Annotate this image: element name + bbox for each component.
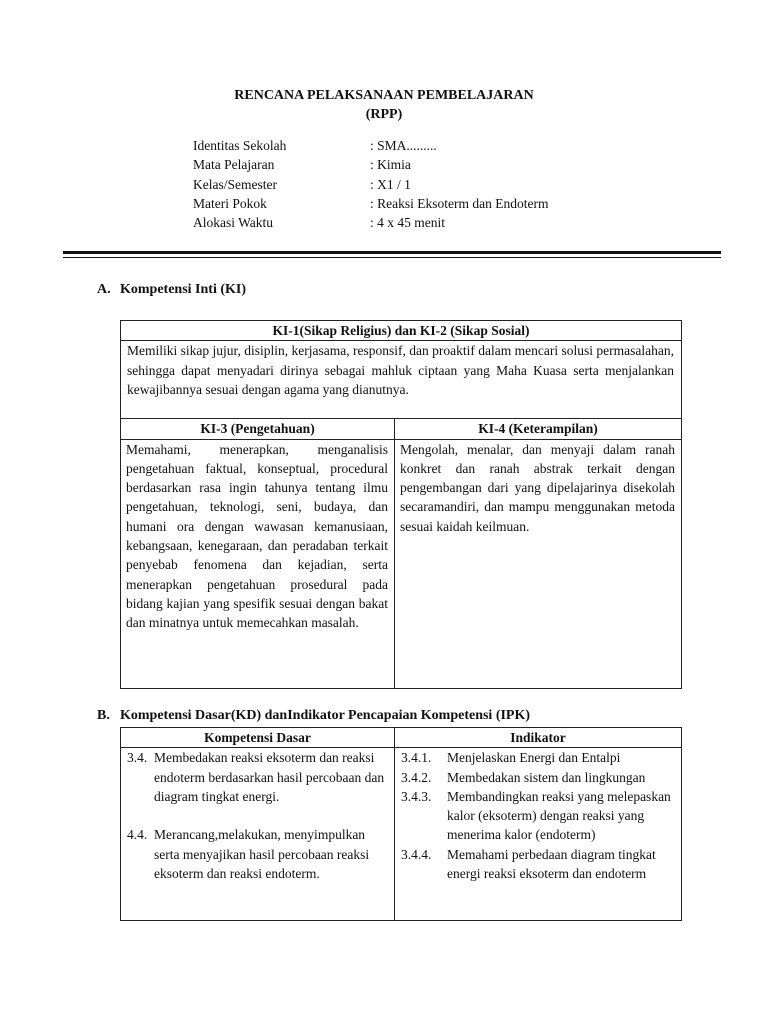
indicator-item (401, 787, 676, 845)
indicator-number: 3.4.4. (401, 846, 432, 862)
divider-thick (63, 251, 721, 254)
kd-text: Merancang,melakukan, menyimpulkan serta menyajikan hasil percobaan reaksi eksoterm dan reaksi endoterm. (154, 827, 370, 882)
section-title: Kompetensi Inti (KI) (120, 282, 246, 297)
document-title: RENCANA PELAKSANAAN PEMBELAJARAN (234, 88, 534, 103)
section-letter: A. (97, 282, 111, 297)
kd-item (127, 748, 389, 806)
indicator-item (401, 748, 676, 767)
identity-row-topic (193, 194, 653, 213)
kd-text: Membedakan reaksi eksoterm dan reaksi endoterm berdasarkan hasil percobaan dan diagram tingkat energi. (154, 750, 385, 804)
identity-value: : Reaksi Eksoterm dan Endoterm (370, 195, 549, 211)
identity-value: : X1 / 1 (370, 176, 411, 192)
indicator-column-header: Indikator (395, 728, 682, 748)
indicator-text: Memahami perbedaan diagram tingkat energi reaksi eksoterm dan endoterm (447, 846, 656, 882)
ki12-text: Memiliki sikap jujur, disiplin, kerjasama, responsif, dan proaktif dalam mencari solusi permasalahan, sehingga dapat menyadari dirinya sebagai mahluk ciptaan yang Maha Kuasa serta menjalankan kewajibannya sesuai dengan agama yang dianutnya. (121, 341, 682, 419)
indicator-text: Membedakan sistem dan lingkungan (447, 769, 646, 785)
ki3-text: Memahami, menerapkan, menganalisis pengetahuan faktual, konseptual, procedural berdasarkan rasa ingin tahunya tentang ilmu pengetahuan, teknologi, seni, budaya, dan humani ora dengan wawasan kemanusiaan, kebangsaan, kenegaraan, dan peradaban terkait penyebab fenomena dan kejadian, serta menerapkan pengetahuan prosedural pada bidang kajian yang spesifik sesuai dengan bakat dan minatnya untuk memecahkan masalah. (121, 439, 395, 688)
kd-item (127, 825, 389, 883)
indicator-cell (395, 748, 682, 921)
kd-number: 4.4. (127, 827, 148, 843)
identity-value: : SMA......... (370, 138, 437, 153)
section-letter: B. (97, 708, 110, 723)
document-subtitle: (RPP) (365, 107, 403, 122)
indicator-number: 3.4.3. (401, 788, 432, 804)
identity-row-subject (193, 155, 653, 174)
indicator-text: Menjelaskan Energi dan Entalpi (447, 750, 621, 766)
identity-block (193, 136, 653, 232)
ki4-header: KI-4 (Keterampilan) (395, 419, 682, 439)
ki-table (120, 320, 682, 689)
ki12-header: KI-1(Sikap Religius) dan KI-2 (Sikap Sosial) (121, 321, 682, 341)
kd-cell (121, 748, 395, 921)
indicator-text: Membandingkan reaksi yang melepaskan kalor (eksoterm) dengan reaksi yang menerima kalor (endoterm) (447, 788, 671, 843)
kd-column-header: Kompetensi Dasar (121, 728, 395, 748)
ki4-text: Mengolah, menalar, dan menyaji dalam ranah konkret dan ranah abstrak terkait dengan pengembangan dari yang dipelajarinya disekolah secaramandiri, dan mampu menggunakan metoda sesuai kaidah keilmuan. (395, 439, 682, 688)
identity-label: Mata Pelajaran (193, 157, 275, 173)
identity-row-class (193, 175, 653, 194)
identity-value: : Kimia (370, 157, 411, 173)
identity-label: Materi Pokok (193, 195, 267, 211)
identity-value: : 4 x 45 menit (370, 215, 445, 231)
divider-thin (63, 257, 721, 258)
identity-label: Alokasi Waktu (193, 215, 274, 231)
kd-number: 3.4. (127, 750, 148, 766)
section-b-heading (97, 708, 530, 724)
indicator-item (401, 768, 676, 787)
identity-label: Kelas/Semester (193, 176, 277, 192)
section-a-heading (97, 282, 246, 298)
identity-label: Identitas Sekolah (193, 138, 287, 153)
kd-table (120, 727, 682, 921)
indicator-number: 3.4.2. (401, 769, 432, 785)
identity-row-time (193, 213, 653, 232)
identity-row-school (193, 136, 653, 155)
indicator-number: 3.4.1. (401, 750, 432, 766)
section-title: Kompetensi Dasar(KD) danIndikator Pencapaian Kompetensi (IPK) (120, 708, 531, 723)
ki3-header: KI-3 (Pengetahuan) (121, 419, 395, 439)
indicator-item (401, 845, 676, 884)
